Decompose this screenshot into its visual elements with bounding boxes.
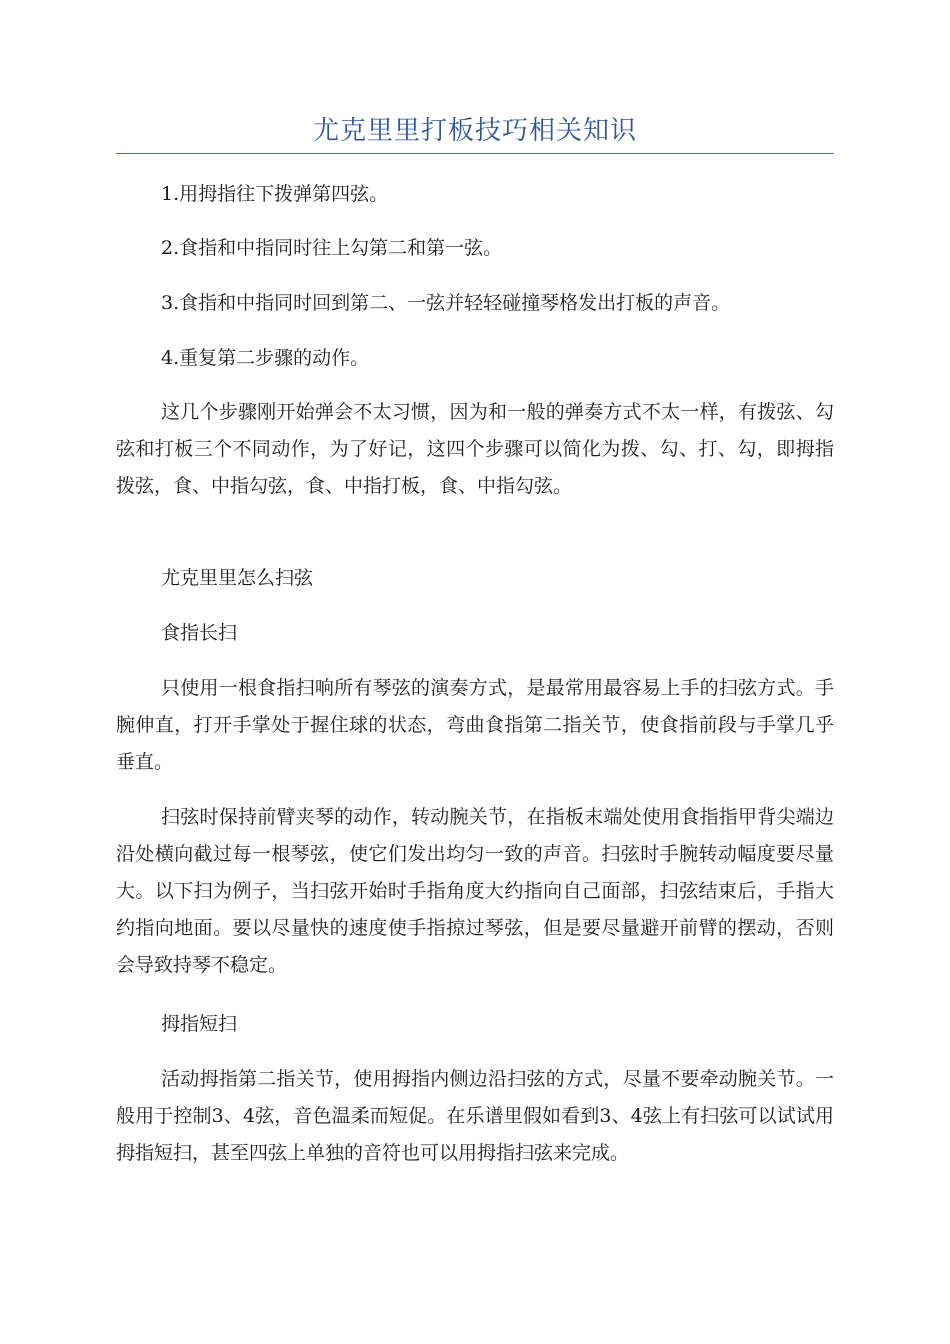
section-heading-strum: 尤克里里怎么扫弦: [161, 567, 314, 589]
section-heading-index-long: 食指长扫: [161, 622, 238, 644]
index-paragraph-1: 只使用一根食指扫响所有琴弦的演奏方式，是最常用最容易上手的扫弦方式。手腕伸直，打开手掌处于握住球的状态，弯曲食指第二指关节，使食指前段与手掌几乎垂直。: [116, 677, 834, 773]
index-paragraph-2: 扫弦时保持前臂夹琴的动作，转动腕关节，在指板末端处使用食指指甲背尖端边沿处横向截过每一根琴弦，使它们发出均匀一致的声音。扫弦时手腕转动幅度要尽量大。以下扫为例子，当扫弦开始时手指角度大约指向自己面部，扫弦结束后，手指大约指向地面。要以尽量快的速度使手指掠过琴弦，但是要尽量避开前臂的摆动，否则会导致持琴不稳定。: [116, 806, 834, 976]
step-4: 4.重复第二步骤的动作。: [161, 347, 370, 369]
section-heading-thumb-short: 拇指短扫: [161, 1013, 238, 1035]
step-1: 1.用拇指往下拨弹第四弦。: [161, 183, 389, 205]
step-3: 3.食指和中指同时回到第二、一弦并轻轻碰撞琴格发出打板的声音。: [161, 292, 731, 314]
intro-paragraph: 这几个步骤刚开始弹会不太习惯，因为和一般的弹奏方式不太一样，有拨弦、勾弦和打板三个不同动作，为了好记，这四个步骤可以简化为拨、勾、打、勾，即拇指拨弦，食、中指勾弦，食、中指打板，食、中指勾弦。: [116, 401, 834, 497]
title-underline: [116, 153, 834, 154]
thumb-paragraph: 活动拇指第二指关节，使用拇指内侧边沿扫弦的方式，尽量不要牵动腕关节。一般用于控制3、4弦，音色温柔而短促。在乐谱里假如看到3、4弦上有扫弦可以试试用拇指短扫，甚至四弦上单独的音符也可以用拇指扫弦来完成。: [116, 1068, 834, 1164]
document-title: 尤克里里打板技巧相关知识: [312, 116, 637, 146]
step-2: 2.食指和中指同时往上勾第二和第一弦。: [161, 237, 503, 259]
